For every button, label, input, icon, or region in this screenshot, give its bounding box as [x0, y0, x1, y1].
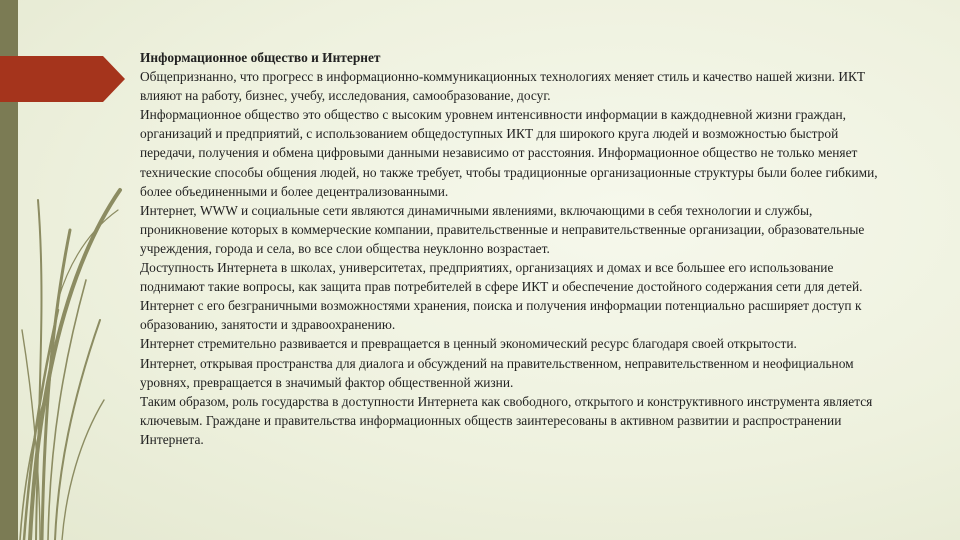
- paragraph: Информационное общество это общество с высоким уровнем интенсивности информации в каждодневной жизни граждан, организаций и предприятий, с использованием общедоступных ИКТ для широкого круга людей и возможностью быстрой передачи, получения и обмена цифровыми данными независимо от расстояния. Информационное общество не только меняет технические способы общения людей, но также требует, чтобы традиционные организационные структуры были более гибкими, более объединенными и более децентрализованными.: [140, 107, 878, 199]
- paragraph: Таким образом, роль государства в доступности Интернета как свободного, открытого и конструктивного инструмента является ключевым. Граждане и правительства информационных обществ заинтересованы в активном развитии и распространении Интернета.: [140, 393, 873, 447]
- slide-title: Информационное общество и Интернет: [140, 50, 381, 65]
- paragraph: Интернет, WWW и социальные сети являются динамичными явлениями, включающими в себя технологии и службы, проникновение которых в коммерческие компании, правительственные и неправительственные организации, образовательные учреждения, города и села, во все слои общества неуклонно возрастает.: [140, 202, 865, 256]
- paragraph: Общепризнанно, что прогресс в информационно-коммуникационных технологиях меняет стиль и качество нашей жизни. ИКТ влияют на работу, бизнес, учебу, исследования, самообразование, досуг.: [140, 69, 866, 104]
- paragraph: Интернет стремительно развивается и превращается в ценный экономический ресурс благодаря своей открытости.: [140, 336, 797, 352]
- slide-content: [140, 48, 888, 449]
- accent-arrow: [0, 56, 125, 102]
- paragraph: Доступность Интернета в школах, университетах, предприятиях, организациях и домах и все большее его использование поднимают такие вопросы, как защита прав потребителей в сфере ИКТ и обеспечение достойного содержания сети для детей. Интернет с его безграничными возможностями хранения, поиска и получения информации потенциально расширяет доступ к образованию, занятости и здравоохранению.: [140, 260, 863, 333]
- paragraph: Интернет, открывая пространства для диалога и обсуждений на правительственном, неправительственном и неофициальном уровнях, превращается в значимый фактор общественной жизни.: [140, 355, 854, 390]
